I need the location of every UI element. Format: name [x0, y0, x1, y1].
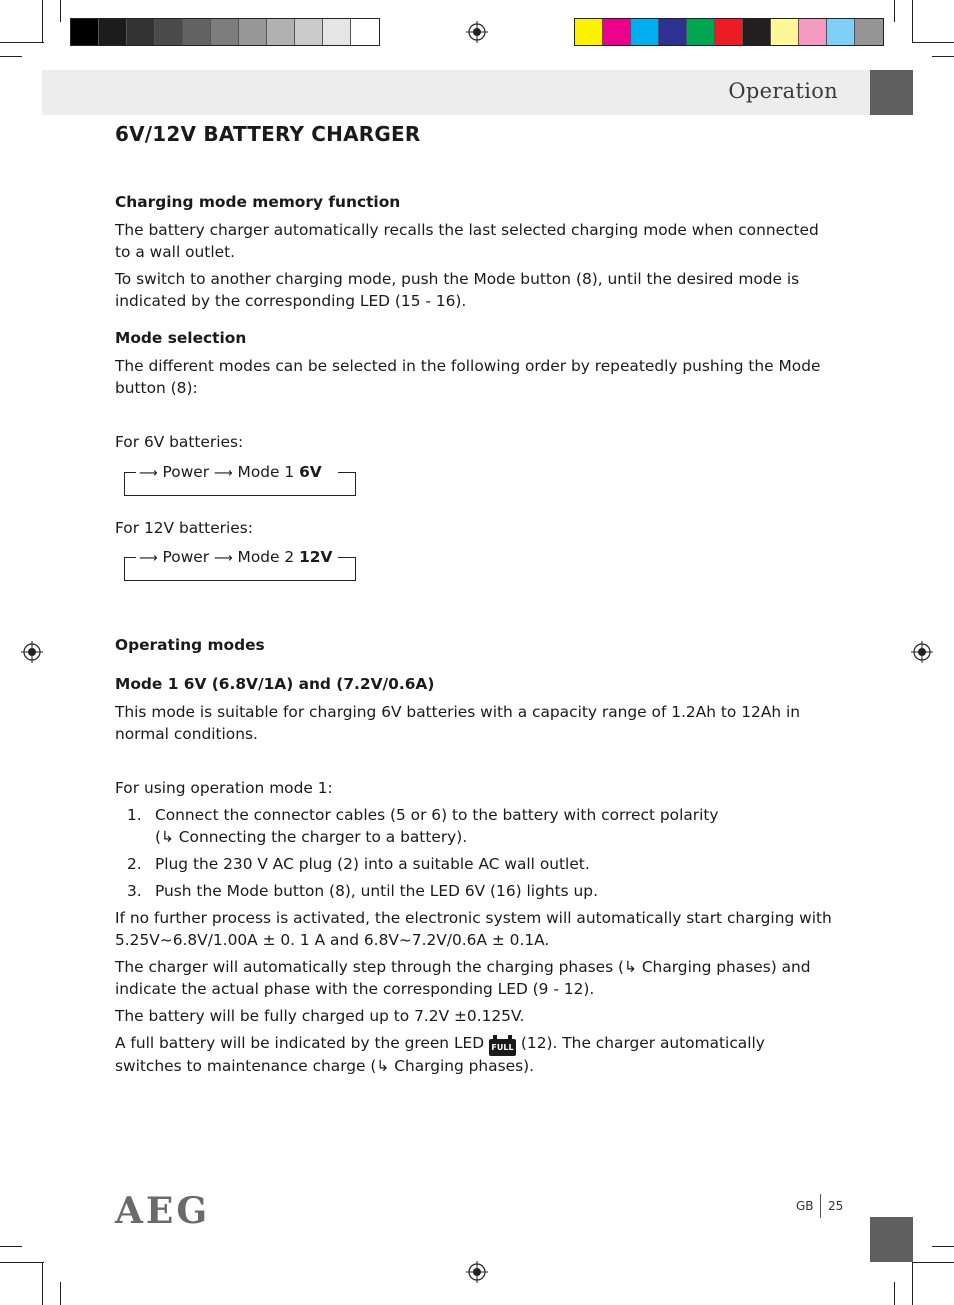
arrow-right-icon: ⟶ — [214, 466, 233, 481]
full-charge-paragraph: The battery will be fully charged up to 7.2V ±0.125V. — [115, 1007, 525, 1025]
color-swatch — [323, 19, 351, 45]
charging-phases-paragraph: The charger will automatically step through the charging phases (↳ Charging phases) and indicate the actual phase with the corresponding LED (9 - 12). — [115, 958, 811, 998]
thumb-tab — [870, 70, 913, 115]
color-swatch — [715, 19, 743, 45]
twelve-volt-label: For 12V batteries: — [115, 519, 253, 537]
color-swatch — [351, 19, 379, 45]
color-swatch — [603, 19, 631, 45]
cycle-loop-line — [338, 557, 356, 558]
memory-heading: Charging mode memory function — [115, 193, 401, 211]
color-swatch — [659, 19, 687, 45]
list-item — [115, 805, 835, 849]
color-calibration-bar — [574, 18, 884, 46]
crop-mark — [0, 42, 44, 43]
crop-mark — [932, 56, 954, 57]
list-item-number: 1. — [127, 806, 142, 824]
list-item-text-line: Connect the connector cables (5 or 6) to the battery with correct polarity — [155, 806, 719, 824]
registration-mark-icon — [911, 641, 933, 663]
twelve-volt-cycle-diagram — [122, 547, 358, 583]
color-swatch — [295, 19, 323, 45]
cycle-step-power: Power — [162, 463, 210, 481]
full-led-paragraph — [115, 1033, 835, 1078]
list-item-number: 3. — [127, 882, 142, 900]
color-swatch — [99, 19, 127, 45]
section-title: Operation — [728, 79, 838, 103]
color-swatch — [267, 19, 295, 45]
crop-mark — [894, 1282, 895, 1305]
cycle-loop-line — [338, 472, 356, 473]
cycle-labels — [136, 462, 325, 484]
aeg-logo: AEG — [115, 1190, 211, 1232]
full-led-text: A full battery will be indicated by the green LED — [115, 1034, 485, 1052]
list-item — [115, 881, 835, 903]
arrow-right-icon: ⟶ — [139, 466, 158, 481]
registration-mark-icon — [466, 1261, 488, 1283]
color-swatch — [211, 19, 239, 45]
full-led-text: (12). The charger automatically switches to maintenance charge (↳ Charging phases). — [115, 1034, 765, 1075]
mode-selection-heading: Mode selection — [115, 329, 247, 347]
crop-mark — [912, 1262, 913, 1305]
color-swatch — [575, 19, 603, 45]
color-swatch — [155, 19, 183, 45]
list-item — [115, 854, 835, 876]
auto-charge-paragraph: If no further process is activated, the electronic system will automatically start charging with 5.25V~6.8V/1.00A ± 0. 1 A and 6.8V~7.2V/0.6A ± 0.1A. — [115, 909, 832, 949]
footer-divider — [820, 1194, 821, 1218]
crop-mark — [42, 1262, 43, 1305]
cycle-labels — [136, 547, 335, 569]
crop-mark — [912, 42, 954, 43]
crop-mark — [60, 0, 61, 22]
six-volt-label: For 6V batteries: — [115, 433, 244, 451]
cross-reference: (↳ Connecting the charger to a battery). — [155, 827, 468, 846]
thumb-tab — [870, 1217, 913, 1262]
list-item-number: 2. — [127, 855, 142, 873]
crop-mark — [0, 56, 22, 57]
operating-modes-heading: Operating modes — [115, 636, 265, 654]
list-item-text: Push the Mode button (8), until the LED 6V (16) lights up. — [155, 882, 598, 900]
crop-mark — [912, 1262, 954, 1263]
list-item-text: Plug the 230 V AC plug (2) into a suitable AC wall outlet. — [155, 855, 590, 873]
color-swatch — [799, 19, 827, 45]
cycle-step-voltage: 6V — [299, 463, 322, 481]
registration-mark-icon — [466, 21, 488, 43]
crop-mark — [932, 1246, 954, 1247]
cycle-step-mode: Mode 2 — [237, 548, 295, 566]
arrow-right-icon: ⟶ — [139, 551, 158, 566]
language-code: GB — [796, 1199, 814, 1213]
mode1-paragraph: This mode is suitable for charging 6V batteries with a capacity range of 1.2Ah to 12Ah in normal conditions. — [115, 703, 801, 743]
list-item-text — [155, 805, 835, 848]
grayscale-calibration-bar — [70, 18, 380, 46]
cycle-step-voltage: 12V — [299, 548, 333, 566]
crop-mark — [912, 0, 913, 42]
memory-paragraph-2: To switch to another charging mode, push the Mode button (8), until the desired mode is indicated by the corresponding LED (15 - 16). — [115, 270, 800, 310]
battery-full-icon: FULL — [489, 1039, 516, 1056]
color-swatch — [855, 19, 883, 45]
color-swatch — [183, 19, 211, 45]
color-swatch — [631, 19, 659, 45]
page-title: 6V/12V BATTERY CHARGER — [115, 122, 421, 146]
color-swatch — [71, 19, 99, 45]
arrow-right-icon: ⟶ — [214, 551, 233, 566]
registration-mark-icon — [21, 641, 43, 663]
cycle-step-mode: Mode 1 — [237, 463, 295, 481]
mode1-heading: Mode 1 6V (6.8V/1A) and (7.2V/0.6A) — [115, 675, 435, 693]
memory-paragraph-1: The battery charger automatically recalls the last selected charging mode when connected to a wall outlet. — [115, 221, 819, 261]
crop-mark — [0, 1246, 22, 1247]
mode1-intro: For using operation mode 1: — [115, 779, 333, 797]
color-swatch — [127, 19, 155, 45]
color-swatch — [827, 19, 855, 45]
color-swatch — [771, 19, 799, 45]
color-swatch — [743, 19, 771, 45]
cycle-step-power: Power — [162, 548, 210, 566]
crop-mark — [894, 0, 895, 22]
header-band — [42, 70, 870, 115]
crop-mark — [0, 1262, 44, 1263]
six-volt-cycle-diagram — [122, 462, 358, 498]
color-swatch — [687, 19, 715, 45]
color-swatch — [239, 19, 267, 45]
crop-mark — [60, 1282, 61, 1305]
mode-selection-paragraph: The different modes can be selected in the following order by repeatedly pushing the Mode button (8): — [115, 357, 821, 397]
crop-mark — [42, 0, 43, 42]
page-number: 25 — [828, 1199, 844, 1213]
